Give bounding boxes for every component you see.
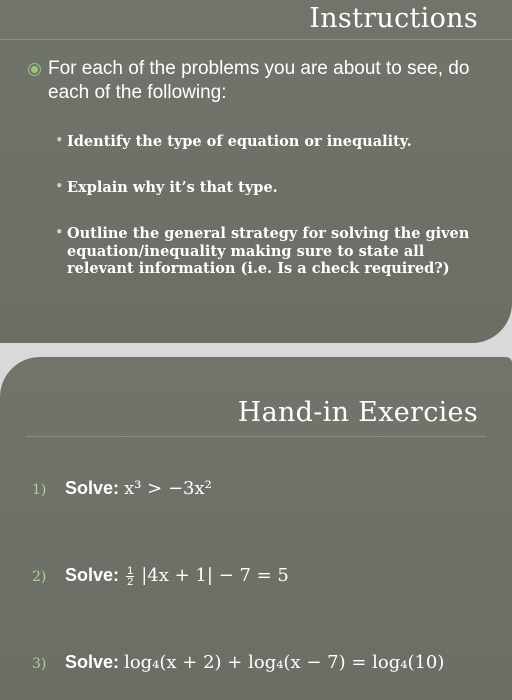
exercise-number: 2) (32, 569, 47, 585)
exercise-item (32, 652, 444, 673)
title-divider (0, 39, 512, 40)
exercises-slide (0, 357, 512, 700)
exercise-expression: x³ > −3x² (124, 478, 212, 499)
bullet-icon: • (55, 179, 64, 195)
exercise-number: 1) (32, 482, 47, 498)
instruction-text: Outline the general strategy for solving the given equation/inequality making sure to state all relevant information (i.e. Is a check required?) (67, 225, 470, 277)
fraction (126, 566, 134, 587)
exercise-label: Solve: (65, 478, 120, 498)
exercise-label: Solve: (65, 652, 120, 672)
instruction-item (55, 225, 475, 278)
instruction-text: Identify the type of equation or inequality. (67, 133, 412, 150)
exercise-expression: log₄(x + 2) + log₄(x − 7) = log₄(10) (124, 652, 445, 673)
instruction-item (55, 179, 475, 197)
main-bullet (28, 57, 498, 105)
slide-title: Instructions (309, 3, 478, 34)
instruction-text: Explain why it’s that type. (67, 179, 278, 196)
exercise-item (32, 478, 212, 499)
exercise-label: Solve: (65, 565, 120, 585)
exercise-expression: |4x + 1| − 7 = 5 (141, 565, 289, 586)
instructions-slide (0, 0, 512, 343)
slide-title: Hand-in Exercies (237, 397, 478, 428)
exercise-item (32, 565, 289, 587)
title-divider (26, 436, 486, 437)
instruction-item (55, 133, 475, 151)
intro-text: For each of the problems you are about to see, do each of the following: (48, 58, 470, 103)
fraction-denominator: 2 (127, 575, 134, 588)
fraction-numerator: 1 (127, 564, 134, 577)
exercise-number: 3) (32, 656, 47, 672)
circle-bullet-icon (28, 63, 41, 76)
bullet-icon: • (55, 133, 64, 149)
bullet-icon: • (55, 225, 64, 241)
